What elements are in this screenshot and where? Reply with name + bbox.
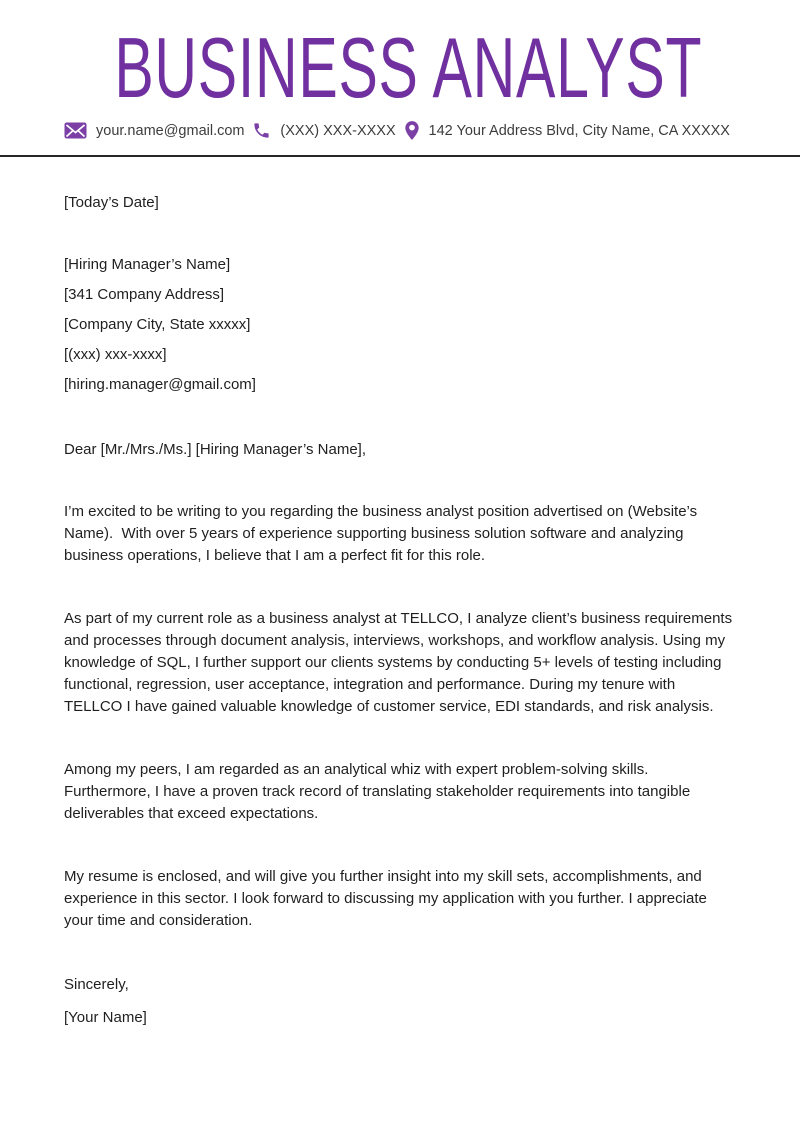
contact-email <box>64 122 245 139</box>
phone-icon <box>252 121 271 140</box>
header <box>0 0 800 157</box>
recipient-phone-line: [(xxx) xxx-xxxx] <box>64 346 167 363</box>
recipient-email-line: [hiring.manager@gmail.com] <box>64 376 256 393</box>
recipient-address-line: [341 Company Address] <box>64 286 225 303</box>
contact-bar <box>0 112 800 155</box>
header-divider <box>0 155 800 157</box>
paragraph-resume: My resume is enclosed, and will give you further insight into my skill sets, accomplishments, and experience in this sector. I look forward to discussing my application with you further. I appreciate your time and consideration. <box>64 868 711 929</box>
paragraph-intro: I’m excited to be writing to you regarding the business analyst position advertised on (Website’s Name). With over 5 years of experience supporting business solution software and analyzing business operations, I believe that I am a perfect fit for this role. <box>64 503 702 564</box>
date-line: [Today’s Date] <box>64 194 159 211</box>
recipient-city-line: [Company City, State xxxxx] <box>64 316 251 333</box>
contact-address <box>404 120 730 141</box>
signature: [Your Name] <box>64 1009 147 1026</box>
page-title: BUSINESS ANALYST <box>114 21 703 116</box>
contact-phone <box>252 121 395 140</box>
paragraph-skills: Among my peers, I am regarded as an analytical whiz with expert problem-solving skills. Furthermore, I have a proven track record of translating stakeholder requirements into tangible deliverables that exceed expectations. <box>64 761 695 822</box>
recipient-name-line: [Hiring Manager’s Name] <box>64 256 231 273</box>
email-text: your.name@gmail.com <box>96 122 245 139</box>
envelope-icon <box>64 122 87 139</box>
recipient-block <box>64 254 736 395</box>
paragraph-current-role: As part of my current role as a business analyst at TELLCO, I analyze client’s business requirements and processes through document analysis, interviews, workshops, and workflow analysis. Using my knowledge of SQL, I further support our clients systems by conducting 5+ levels of testing including functional, regression, user acceptance, integration and performance. During my tenure with TELLCO I have gained valuable knowledge of customer service, EDI standards, and risk analysis. <box>64 610 737 715</box>
letter-body <box>0 192 800 1028</box>
closing: Sincerely, <box>64 976 129 993</box>
address-text: 142 Your Address Blvd, City Name, CA XXXXX <box>428 122 730 139</box>
location-pin-icon <box>404 120 420 141</box>
salutation: Dear [Mr./Mrs./Ms.] [Hiring Manager’s Name], <box>64 441 367 458</box>
title-wrap <box>0 21 800 116</box>
phone-text: (XXX) XXX-XXXX <box>280 122 396 139</box>
